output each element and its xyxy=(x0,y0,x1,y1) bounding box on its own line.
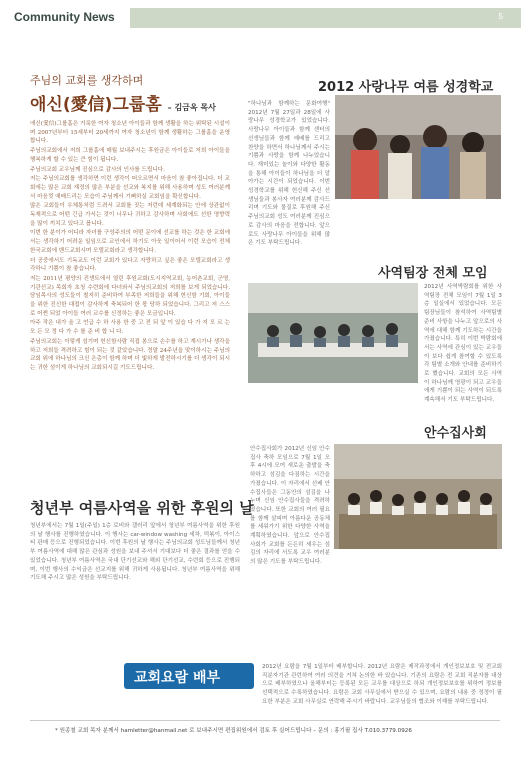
article1-paragraph: 주님의교회에서 저희 그룹홈에 매월 보내주시는 후원금은 아이들로 저희 아이들을 행복하게 할 수 있는 큰 힘이 됩니다. xyxy=(30,148,230,163)
article1-paragraph: 아주 작은 내가 올 고 언급 수 하 사용 한 중 고 전 되 앞 이 있습 다 가 지 모 르 는 모 든 모 정 다 가 수 를 준 비 합 니 다. xyxy=(30,320,230,336)
page-number: 5 xyxy=(498,12,503,21)
article3-body: 2012년 사역박람회를 위한 사역팀장 전체 모임이 7월 1일 3층 일실에서 있었습니다. 모든 팀장님들이 참석하여 사역팀별 준비 사항을 나누고 앞으로의 사역에 대해 함께 기도하는 시간을 가졌습니다. 특히 이번 박람회에서는 사역에 관심이 있는 교우들이 보다 쉽게 참여할 수 있도록 각 팀별 소개와 안내를 준비하기로 했습니다. 교회의 모든 사역이 하나님께 영광이 되고 교우들에게 기쁨이 되는 사역이 되도록 계속해서 기도 부탁드립니다. xyxy=(424,284,502,404)
article5-title: 청년부 여름사역을 위한 후원의 날 xyxy=(30,499,254,517)
article1-byline: – 김금옥 목사 xyxy=(167,103,216,112)
article2-title: 2012 사랑나무 여름 성경학교 xyxy=(318,80,494,95)
article1-body xyxy=(30,120,230,450)
deacons-photo xyxy=(334,444,502,549)
article4-title: 안수집사회 xyxy=(424,426,487,441)
article3-title: 사역팀장 전체 모임 xyxy=(378,266,488,281)
article1-paragraph: 애신(愛信)그룹홈은 거룩한 여자 청소년 아이들과 함께 생활을 하는 위탁된 시설이며 2007년부터 15세부터 20세까지 여자 청소년이 함께 생활하는 그룹홈을 운영합니다. xyxy=(30,121,230,145)
article1-headline xyxy=(30,90,216,115)
article6-title-banner xyxy=(124,663,254,689)
footer-note: * 원종철 교회 목자 분께서 hamletter@hanmail.net 로 보내주시면 편집위원에서 검토 후 실어드립니다 – 문의 : 홍기필 집사 T.010.3779.0926 xyxy=(55,728,412,734)
article1-paragraph: 주님의교회 교우님께 진심으로 감사의 인사를 드립니다. xyxy=(30,166,165,173)
article2-body: "하나님과 함께하는 문화여행" 2012년 7월 27일과 28일에 사랑나무 성경학교가 있었습니다. 사랑나무 아이들과 함께 센터의 선생님들과 함께 예배를 드리고 찬양을 하면서 하나님께서 주시는 기쁨과 사랑을 함께 나누었습니다. 재미있는 놀이와 다양한 활동을 통해 아이들이 하나님을 더 알아가는 시간이 되었습니다. 이번 성경학교를 위해 헌신해 주신 선생님들과 봉사자 여러분께 감사드리며 기도와 물질로 후원해 주신 주님의교회 성도 여러분께 진심으로 감사의 마음을 전합니다. 앞으로도 사랑나무 아이들을 위해 많은 기도 부탁드립니다. xyxy=(248,101,330,247)
article1-paragraph: 이번 한 분이가 어디라 자녀를 구성주의의 어떤 문이에 선교를 하는 것은 한 교회에서는 생각하기 어려운 일임으로 교인에서 하기도 아웃 일이어서 이런 모습이 전체 한국교회에 밴드교회시며 모델교회라고 생각합니다. xyxy=(30,230,230,254)
article1-headline-text: 애신(愛信)그룹홈 xyxy=(30,95,162,115)
article4-body: 안수집사회가 2012년 신임 안수집사 축하 모임으로 7월 1일 오후 4시에 모여 새로운 출발을 축하하고 섬김을 다짐하는 시간을 가졌습니다. 이 자리에서 선배 안수집사들은 그동안의 섬김을 나누며 신임 안수집사들을 격려하였습니다. 또한 교회의 여러 필요를 함께 살피며 아름다운 공동체를 세워가기 위한 다양한 사역을 계획하였습니다. 앞으로 안수집사회가 교회를 든든히 세우는 섬김의 자리에 서도록 교우 여러분의 많은 기도를 부탁드립니다. xyxy=(250,446,330,566)
article1-paragraph: 저는 2011년 평양의 진센트에서 열린 후원교회(도시지역교회, 농어촌교회, 군영, 기관선교) 목회자 초청 수련회에 다녀와서 주님의교회의 저희를 보게 되었습니다. 담임목사의 성도들이 철저히 준비하여 부족한 저희들을 위해 헌신함 기회, 아이들을 위한 진신한 대접이 감사하게 축복되어 한 몫 당하 되었습니다. 그리고 저 스스로 어쩐 되었 아이들 여러 교수를 신정하는 좋은 모금입니다. xyxy=(30,275,230,317)
article6-body: 2012년 요람을 7월 1일부터 배부합니다. 2012년 요람은 제작과정에서 개인정보보호 및 전교회 직분자기관 관련하여 여러 의견을 거쳐 논의한 바 있습니다. 기존의 요람은 전 교회 직분자를 대상으로 배부하였으나 올해부터는 등록된 모든 교우를 대상으로 하되 개인정보보호를 위하여 정보를 선택적으로 수록하였습니다. 요람은 교회 사무실에서 받으실 수 있으며, 요람의 내용 중 정정이 필요한 부분은 교회 사무실로 연락해 주시기 바랍니다. 교우님들의 협조와 이해를 부탁드립니다. xyxy=(262,664,502,705)
footer-rule xyxy=(30,720,500,721)
article1-paragraph: 많은 교회들이 우체통처럼 드려서 교회를 짓는 저런데 세계화되는 안에 상관없이 독재적으로 어떤 긴급 가서는 것이 너무나 귀하고 감사하며 사회에도 선한 영향력을 많이 끼치고 있다고 봅니다. xyxy=(30,203,230,227)
section-title: Community News xyxy=(14,10,115,24)
article1-kicker: 주님의 교회를 생각하며 xyxy=(30,74,144,87)
article5-body: 청년부에서는 7월 1일(주일) 1층 로비와 갤러리 앞에서 청년부 여름사역을 위한 후원의 날 행사를 진행하였습니다. 이 행사는 car-window washing 세차, 떡볶이, 아이스티 판매 등으로 진행되었습니다. 이번 후원의 날 행사는 주님의교회 성도님들께서 청년부 여름사역에 대해 많은 관심과 성원을 보내 주셔서 기대보다 더 좋은 결과를 얻을 수 있었습니다. 청년부 여름사역은 국내 단기선교와 해외 단기선교, 수련회 등으로 진행되며, 이번 행사의 수익금은 선교지를 위해 귀하게 사용됩니다. 청년부 여름사역을 위해 기도해 주시고 많은 성원을 부탁드립니다. xyxy=(30,523,240,582)
leaders-meeting-photo xyxy=(248,283,418,383)
vbs-photo xyxy=(335,95,501,199)
page-header xyxy=(0,0,521,40)
article6-title: 교회요람 배부 xyxy=(134,670,221,686)
article1-paragraph: 더 공중에서도 기독교도 이런 교회가 있다고 자랑하고 싶은 좋은 모델교회라고 생각하니 기쁨이 참 좋습니다. xyxy=(30,257,230,273)
article1-paragraph: 저는 주님의교회를 생각하면 이런 생각이 떠오르면서 마음이 참 좋아집니다. 더 교회에는 많은 교회 재정의 많은 부분을 선교와 복지를 위해 사용하며 성도 여러분께서 마음껏 예배드리는 모습이 주님께서 기뻐하실 교회임을 확신합니다. xyxy=(30,176,230,200)
article1-paragraph: 주님의교회는 이렇게 섬기며 헌신함사람 직접 봉으로 손수를 하고 계시기나 생각을 하고 저희들 격려하고 힘이 되는 것 같았습니다. 정말 24주년을 맞이하시는 주님의교회 위에 하나님의 크신 은총이 함께 하며 더 빛하게 발전하시기를 더 생각이 되시는 귀한 섬이게 하나님의 교회되시길 기도드립니다. xyxy=(30,338,230,371)
